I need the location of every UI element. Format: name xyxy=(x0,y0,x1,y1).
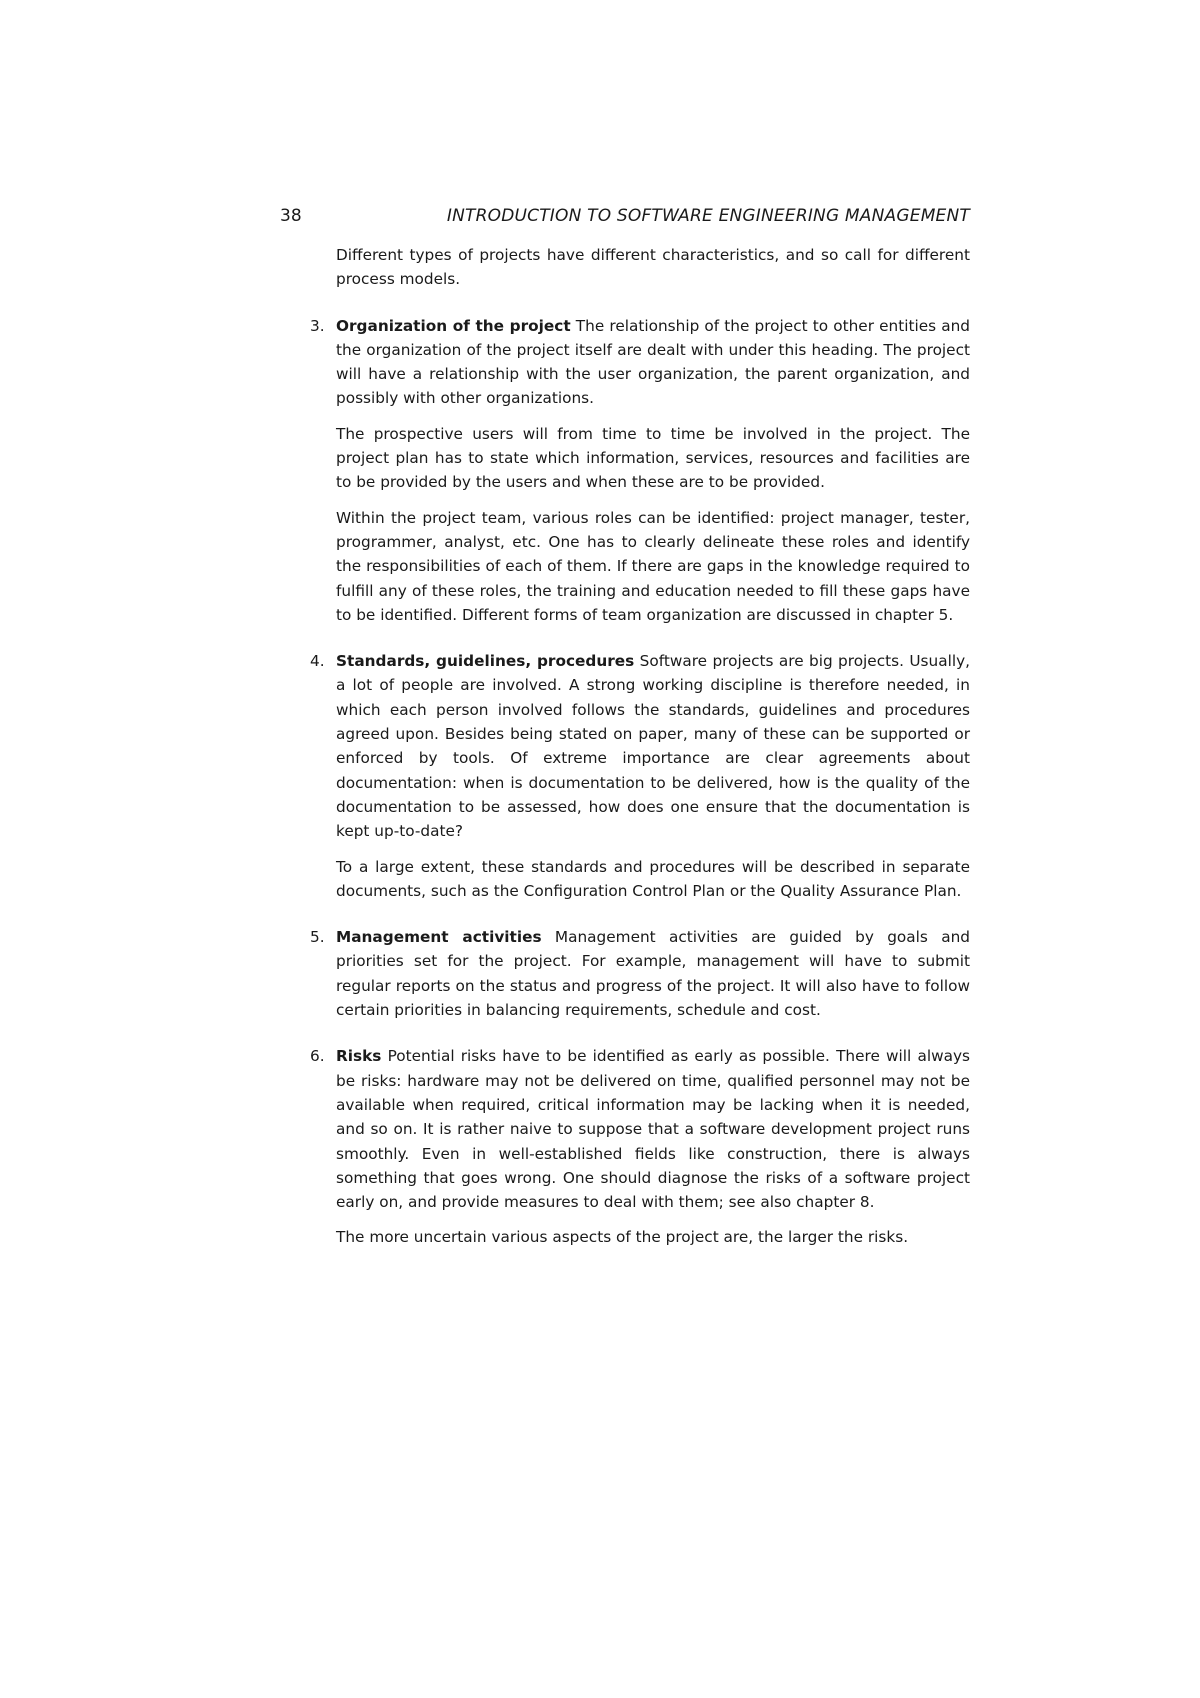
item-paragraph xyxy=(336,314,970,411)
item-paragraph xyxy=(336,649,970,843)
item-text: Potential risks have to be identified as early as possible. There will always be risks: hardware may not be delivered on time, qualified personnel may not be available when required, critical information may be lacking when it is needed, and so on. It is rather naive to suppose that a software development project runs smoothly. Even in well-established fields like construction, there is always something that goes wrong. One should diagnose the risks of a software project early on, and provide measures to deal with them; see also chapter 8. xyxy=(336,1047,970,1212)
item-number: 5. xyxy=(310,928,325,947)
item-number: 4. xyxy=(310,652,325,671)
list-item-organization xyxy=(310,314,970,628)
item-paragraph: The prospective users will from time to time be involved in the project. The project plan has to state which information, services, resources and facilities are to be provided by the users and when these are to be provided. xyxy=(336,424,970,492)
item-text: Software projects are big projects. Usually, a lot of people are involved. A strong working discipline is therefore needed, in which each person involved follows the standards, guidelines and procedures agreed upon. Besides being stated on paper, many of these can be supported or enforced by tools. Of extreme importance are clear agreements about documentation: when is documentation to be delivered, how is the quality of the documentation to be assessed, how does one ensure that the documentation is kept up-to-date? xyxy=(336,652,970,841)
body-text xyxy=(310,243,970,1261)
list-item-risks xyxy=(310,1044,970,1249)
list-item-management-activities xyxy=(310,925,970,1022)
item-paragraph: Within the project team, various roles can be identified: project manager, tester, programmer, analyst, etc. One has to clearly delineate these roles and identify the responsibilities of each of them. If there are gaps in the knowledge required to fulfill any of these roles, the training and education needed to fill these gaps have to be identified. Different forms of team organization are discussed in chapter 5. xyxy=(336,508,970,624)
item-number: 3. xyxy=(310,316,325,335)
list-item-standards xyxy=(310,649,970,903)
item-text: The relationship of the project to other entities and the organization of the project itself are dealt with under this heading. The project will have a relationship with the user organization, the parent organization, and possibly with other organizations. xyxy=(336,316,970,408)
item-number: 6. xyxy=(310,1047,325,1066)
intro-paragraph: Different types of projects have different characteristics, and so call for different process models. xyxy=(336,246,970,289)
item-paragraph: To a large extent, these standards and procedures will be described in separate documents, such as the Configuration Control Plan or the Quality Assurance Plan. xyxy=(336,857,970,900)
item-title: Standards, guidelines, procedures xyxy=(336,652,635,671)
running-title: INTRODUCTION TO SOFTWARE ENGINEERING MANAGEMENT xyxy=(446,206,970,226)
item-paragraph: The more uncertain various aspects of the project are, the larger the risks. xyxy=(336,1228,909,1247)
running-header xyxy=(280,203,970,229)
item-title: Risks xyxy=(336,1047,382,1066)
item-paragraph xyxy=(336,1044,970,1214)
item-paragraph xyxy=(336,925,970,1022)
page-number: 38 xyxy=(280,206,302,226)
item-text: Management activities are guided by goals and priorities set for the project. For example, management will have to submit regular reports on the status and progress of the project. It will also have to follow certain priorities in balancing requirements, schedule and cost. xyxy=(336,928,970,1020)
item-title: Organization of the project xyxy=(336,316,571,335)
item-title: Management activities xyxy=(336,928,542,947)
